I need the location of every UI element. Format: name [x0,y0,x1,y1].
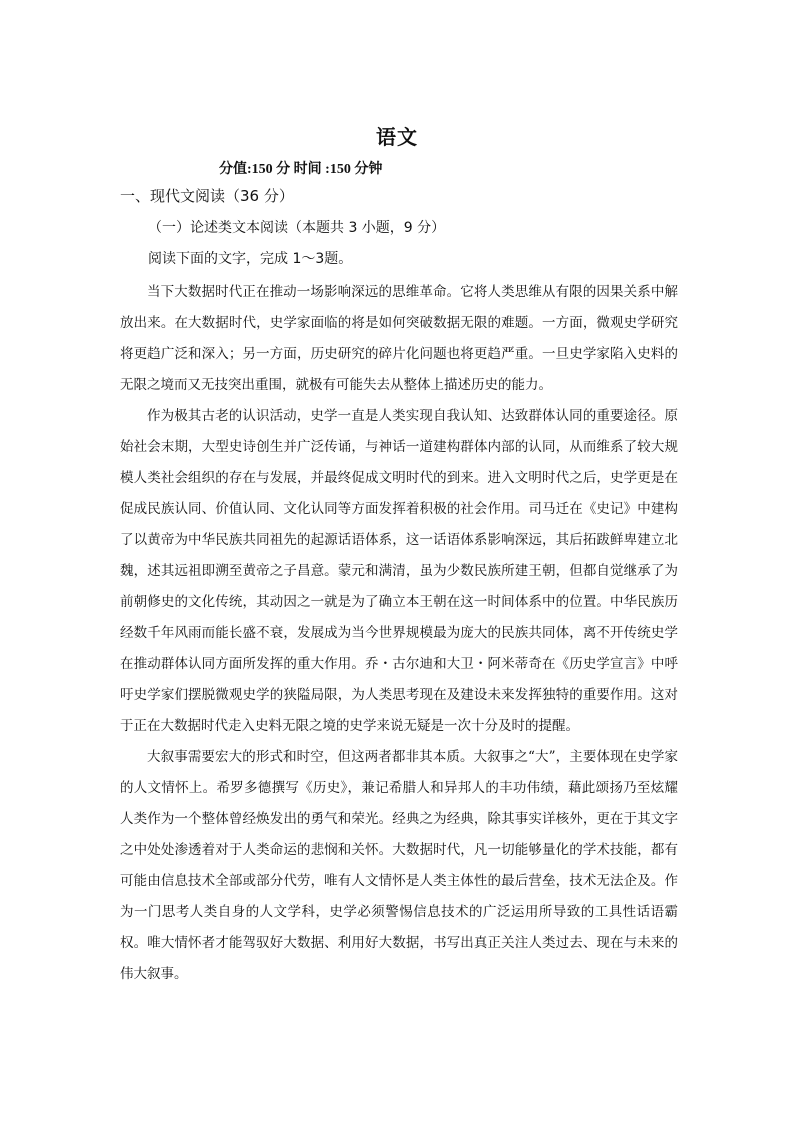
article-body [120,277,678,990]
page-title: 语文 [376,125,418,149]
exam-meta: 分值:150 分 时间 :150 分钟 [219,162,383,177]
paragraph: 当下大数据时代正在推动一场影响深远的思维革命。它将人类思维从有限的因果关系中解放出来。在大数据时代，史学家面临的将是如何突破数据无限的难题。一方面，微观史学研究将更趋广泛和深入；另一方面，历史研究的碎片化问题也将更趋严重。一旦史学家陷入史料的无限之境而又无技突出重围，就极有可能失去从整体上描述历史的能力。 [120,284,678,393]
reading-instruction: 阅读下面的文字，完成 1～3题。 [148,251,353,267]
paragraph: 大叙事需要宏大的形式和时空，但这两者都非其本质。大叙事之“大”，主要体现在史学家的人文情怀上。希罗多德撰写《历史》，兼记希腊人和异邦人的丰功伟绩，藉此颂扬乃至炫耀人类作为一个整体曾经焕发出的勇气和荣光。经典之为经典，除其事实详核外，更在于其文字之中处处渗透着对于人类命运的悲悯和关怀。大数据时代，凡一切能够量化的学术技能，都有可能由信息技术全部或部分代劳，唯有人文情怀是人类主体性的最后营垒，技术无法企及。作为一门思考人类自身的人文学科，史学必须警惕信息技术的广泛运用所导致的工具性话语霸权。唯大情怀者才能驾驭好大数据、利用好大数据，书写出真正关注人类过去、现在与未来的伟大叙事。 [120,749,678,982]
paragraph: 作为极其古老的认识活动，史学一直是人类实现自我认知、达致群体认同的重要途径。原始社会末期，大型史诗创生并广泛传诵，与神话一道建构群体内部的认同，从而维系了较大规模人类社会组织的存在与发展，并最终促成文明时代的到来。进入文明时代之后，史学更是在促成民族认同、价值认同、文化认同等方面发挥着积极的社会作用。司马迁在《史记》中建构了以黄帝为中华民族共同祖先的起源话语体系，这一话语体系影响深远，其后拓跋鲜卑建立北魏，述其远祖即溯至黄帝之子昌意。蒙元和满清，虽为少数民族所建王朝，但都自觉继承了为前朝修史的文化传统，其动因之一就是为了确立本王朝在这一时间体系中的位置。中华民族历经数千年风雨而能长盛不衰，发展成为当今世界规模最为庞大的民族共同体，离不开传统史学在推动群体认同方面所发挥的重大作用。乔・古尔迪和大卫・阿米蒂奇在《历史学宣言》中呼吁史学家们摆脱微观史学的狭隘局限，为人类思考现在及建设未来发挥独特的重要作用。这对于正在大数据时代走入史料无限之境的史学来说无疑是一次十分及时的提醒。 [120,408,678,734]
section-heading: 一、现代文阅读（36 分） [120,187,294,205]
subsection-heading: （一）论述类文本阅读（本题共 3 小题，9 分） [148,220,446,236]
